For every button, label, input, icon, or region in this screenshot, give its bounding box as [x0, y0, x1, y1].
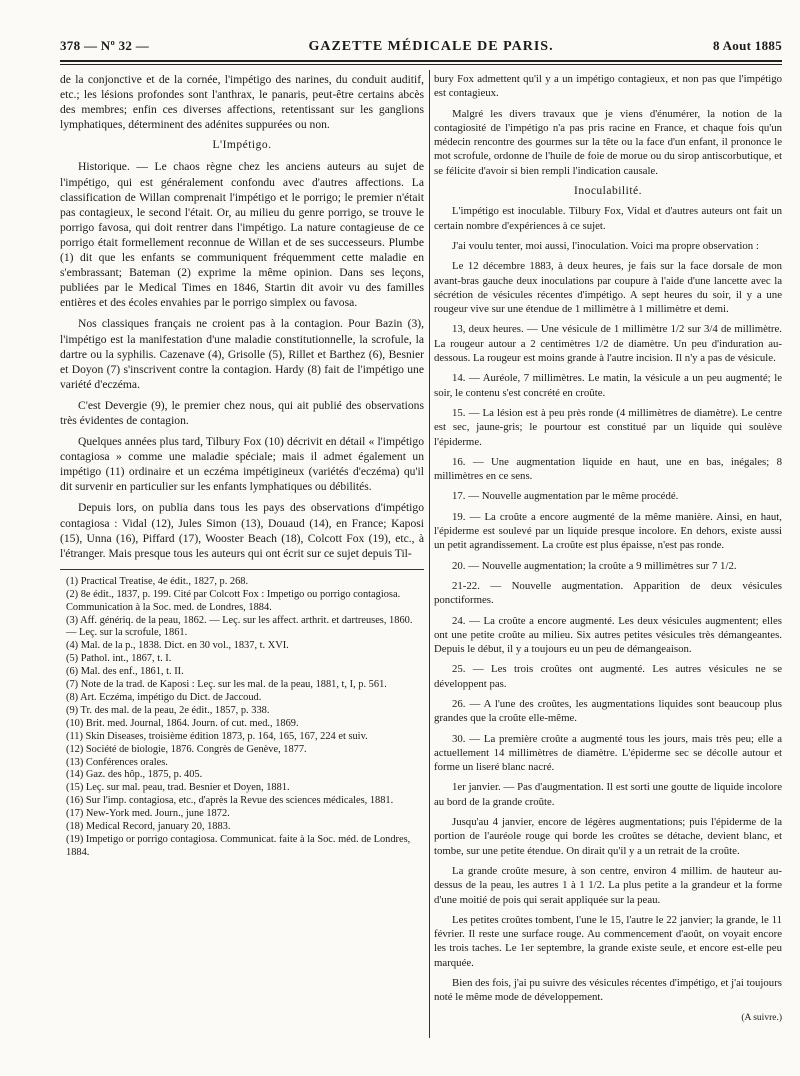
paragraph: C'est Devergie (9), le premier chez nous, qui ait publié des observations très évidentes de contagion. [60, 398, 424, 427]
paragraph: 14. — Auréole, 7 millimètres. Le matin, la vésicule a un peu augmenté; le soir, le contenu s'est concrété en croûte. [434, 372, 782, 399]
paragraph: 20. — Nouvelle augmentation; la croûte a 9 millimètres sur 7 1/2. [452, 559, 737, 572]
paragraph: 26. — A l'une des croûtes, les augmentations liquides sont beaucoup plus grandes que la croûte elle-même. [434, 697, 782, 725]
paragraph: 16. — Une augmentation liquide en haut, une en bas, inégales; 8 millimètres en ce sens. [434, 455, 782, 483]
header-rule-thin [60, 64, 782, 65]
paragraph: Nos classiques français ne croient pas à la contagion. Pour Bazin (3), l'impétigo est la manifestation d'une maladie constitutionnelle, la scrofule, la dartre ou la syphilis. Cazenave (4), Grisolle (5), Rillet et Barthez (6), Besnier et Doyon (7) s'inscrivent contre la contagion. Hardy (8) fait de l'impétigo une variété d'eczéma. [60, 317, 424, 391]
footnote: (7) Note de la trad. de Kaposi : Leç. sur les mal. de la peau, 1881, t, I, p. 561. [66, 679, 387, 691]
paragraph: 15. — La lésion est à peu près ronde (4 millimètres de diamètre). Le centre est sec, jaune-gris; le pourtour est constitué par un liquide qui soulève l'épiderme. [434, 406, 782, 448]
left-column [60, 72, 424, 860]
paragraph: Bien des fois, j'ai pu suivre des vésicules récentes d'impétigo, et j'ai toujours noté le même mode de développement. [434, 977, 782, 1004]
paragraph: 24. — La croûte a encore augmenté. Les deux vésicules augmentent; elles ont une petite croûte au milieu. Six autres petites vésicules très démangeantes. Depuis le début, il y a toujours eu un peu de démangeaison. [434, 614, 782, 656]
paragraph: Les petites croûtes tombent, l'une le 15, l'autre le 22 janvier; la grande, le 11 février. Il reste une surface rouge. Au commencement d'août, on voyait encore les trois taches. Le 1er septembre, la grande existe seule, et encore est-elle peu marquée. [434, 913, 782, 969]
footnote: (12) Société de biologie, 1876. Congrès de Genève, 1877. [66, 743, 307, 755]
footnote: (11) Skin Diseases, troisième édition 1873, p. 164, 165, 167, 224 et suiv. [66, 730, 368, 742]
footnote: (17) New-York med. Journ., june 1872. [66, 808, 230, 820]
paragraph: Le 12 décembre 1883, à deux heures, je fais sur la face dorsale de mon avant-bras gauche deux inoculations par coupure à l'aide d'une lancette avec la sécrétion de vésicules récentes d'impétigo. A sept heures du soir, il y a une rougeur vive sur une étendue de 1 millimètre à 1 millimètre et demi. [434, 260, 782, 316]
section-title-impetigo: L'Impétigo. [212, 139, 272, 152]
paragraph: Jusqu'au 4 janvier, encore de légères augmentations; puis l'épiderme de la portion de l'auréole rouge qui borde les croûtes se détache, devient blanc, et tombe, sur une petite étendue. On dirait qu'il y a un retrait de la croûte. [434, 816, 782, 857]
paragraph: Depuis lors, on publia dans tous les pays des observations d'impétigo contagiosa : Vidal (12), Jules Simon (13), Douaud (14), en France; Kaposi (15), Unna (16), Piffard (17), Wooster Beach (18), Colcott Fox (19), etc., à l'étranger. Mais presque tous les auteurs qui ont écrit sur ce sujet depuis Til- [60, 501, 424, 560]
footnote: (5) Pathol. int., 1867, t. I. [66, 653, 172, 665]
footnote: (15) Leç. sur mal. peau, trad. Besnier et Doyen, 1881. [66, 782, 290, 794]
paragraph: bury Fox admettent qu'il y a un impétigo contagieux, et non pas que l'impétigo est contagieux. [434, 73, 782, 100]
paragraph: de la conjonctive et de la cornée, l'impétigo des narines, du conduit auditif, etc.; les lésions profondes sont l'anthrax, le panaris, peut-être certains abcès des membres; enfin ces diverses affections, retentissant sur les ganglions lymphatiques, déterminent des adénites suppurées ou non. [60, 73, 424, 132]
footnote: (13) Conférences orales. [66, 756, 168, 768]
paragraph: La grande croûte mesure, à son centre, environ 4 millim. de hauteur au-dessus de la peau, les autres 1 à 1 1/2. La plus petite a la grandeur et la forme d'une moitié de pois qui serait appliquée sur la peau. [434, 864, 782, 906]
paragraph: 21-22. — Nouvelle augmentation. Apparition de deux vésicules ponctiformes. [434, 579, 782, 607]
footnote: (6) Mal. des enf., 1861, t. II. [66, 666, 184, 678]
header-rule [60, 60, 782, 62]
page-header [60, 38, 782, 58]
footnote: (10) Brit. med. Journal, 1864. Journ. of cut. med., 1869. [66, 717, 299, 729]
paragraph: Historique. — Le chaos règne chez les anciens auteurs au sujet de l'impétigo, qui est généralement confondu avec d'autres affections. La classification de Willan comprenait l'impétigo et le porrigo; le premier n'était pas contagieux, le second l'était. Or, au milieu du genre porrigo, se trouve le porrigo favosa, qui doit rentrer dans l'impétigo. La nature contagieuse de ce porrigo était formellement reconnue de Willan et de ses successeurs. Plumbe (1) dit que les enfants se communiquent fréquemment cette maladie en s'embrassant; Bateman (2) exprime la même opinion. Dans ses leçons, publiées par le Medical Times en 1846, Startin dit avoir vu des familles entières et des écoles envahies par le porrigo simplex ou favosa. [60, 160, 424, 310]
footnote: (14) Gaz. des hôp., 1875, p. 405. [66, 769, 203, 781]
section-title-inoculabilite: Inoculabilité. [574, 185, 642, 198]
footnote: (9) Tr. des mal. de la peau, 2e édit., 1857, p. 338. [66, 704, 270, 716]
footnote: (2) 8e édit., 1837, p. 199. Cité par Colcott Fox : Impetigo ou porrigo contagiosa. Communication à la Soc. med. de Londres, 1884. [66, 588, 401, 613]
footnote: (4) Mal. de la p., 1838. Dict. en 30 vol., 1837, t. XVI. [66, 640, 289, 652]
paragraph: Malgré les divers travaux que je viens d'énumérer, la notion de la contagiosité de l'impétigo n'a pas pris racine en France, et chaque fois qu'un médecin rencontre des gourmes sur la tête ou la face d'un enfant, il prononce le mot scrofule, ordonne de l'huile de foie de morue ou du sirop antiscorbutique, et se félicite d'avoir si bien rempli l'indication causale. [434, 107, 782, 177]
right-column [434, 72, 782, 1025]
column-divider [429, 70, 430, 1038]
paragraph: Quelques années plus tard, Tilbury Fox (10) décrivit en détail « l'impétigo contagiosa » comme une maladie spéciale; mais il admet également un impétigo (11) ordinaire et un eczéma impétigineux (variétés d'eczéma) qu'il dit survenir en particulier sur les enfants lymphatiques ou débilités. [60, 435, 424, 494]
journal-title: GAZETTE MÉDICALE DE PARIS. [308, 39, 554, 54]
footnote: (8) Art. Eczéma, impétigo du Dict. de Jaccoud. [66, 691, 262, 703]
paragraph: L'impétigo est inoculable. Tilbury Fox, Vidal et d'autres auteurs ont fait un certain nombre d'expériences à ce sujet. [434, 205, 782, 232]
footnote: (16) Sur l'imp. contagiosa, etc., d'après la Revue des sciences médicales, 1881. [66, 795, 394, 807]
paragraph: 30. — La première croûte a augmenté tous les jours, mais très peu; elle a actuellement 14 millimètres de diamètre. L'épiderme sec se décolle autour et forme un liseré blanc nacré. [434, 732, 782, 774]
footnote: (3) Aff. génériq. de la peau, 1862. — Leç. sur les affect. arthrit. et dartreuses, 1860. — Leç. sur la scrofule, 1861. [66, 614, 413, 639]
footnote: (19) Impetigo or porrigo contagiosa. Communicat. faite à la Soc. méd. de Londres, 1884. [66, 833, 411, 858]
footnote: (18) Medical Record, january 20, 1883. [66, 821, 231, 833]
paragraph: J'ai voulu tenter, moi aussi, l'inoculation. Voici ma propre observation : [452, 239, 759, 252]
paragraph: 25. — Les trois croûtes ont augmenté. Les autres vésicules ne se développent pas. [434, 663, 782, 690]
issue-date: 8 Aout 1885 [712, 38, 782, 53]
paragraph: 19. — La croûte a encore augmenté de la même manière. Ainsi, en haut, l'épiderme est soulevé par un liquide presque incolore. En dehors, existe aussi un petit agrandissement. La croûte est plus épaisse, n'est pas ronde. [434, 510, 782, 552]
footnote: (1) Practical Treatise, 4e édit., 1827, p. 268. [66, 575, 249, 587]
footnotes [60, 576, 424, 860]
paragraph: 1er janvier. — Pas d'augmentation. Il est sorti une goutte de liquide incolore au bord de la grande croûte. [434, 781, 782, 808]
to-be-continued: (A suivre.) [741, 1012, 782, 1023]
paragraph: 17. — Nouvelle augmentation par le même procédé. [452, 490, 679, 503]
footnote-rule [60, 569, 424, 570]
paragraph: 13, deux heures. — Une vésicule de 1 millimètre 1/2 sur 3/4 de millimètre. La rougeur autour a 2 centimètres 1/2 de diamètre. Un peu d'induration au-dessous. La rougeur est moins grande à l'autre incision. Il n'y a pas de vésicule. [434, 323, 782, 365]
page-number-issue: 378 — Nº 32 — [60, 38, 150, 53]
